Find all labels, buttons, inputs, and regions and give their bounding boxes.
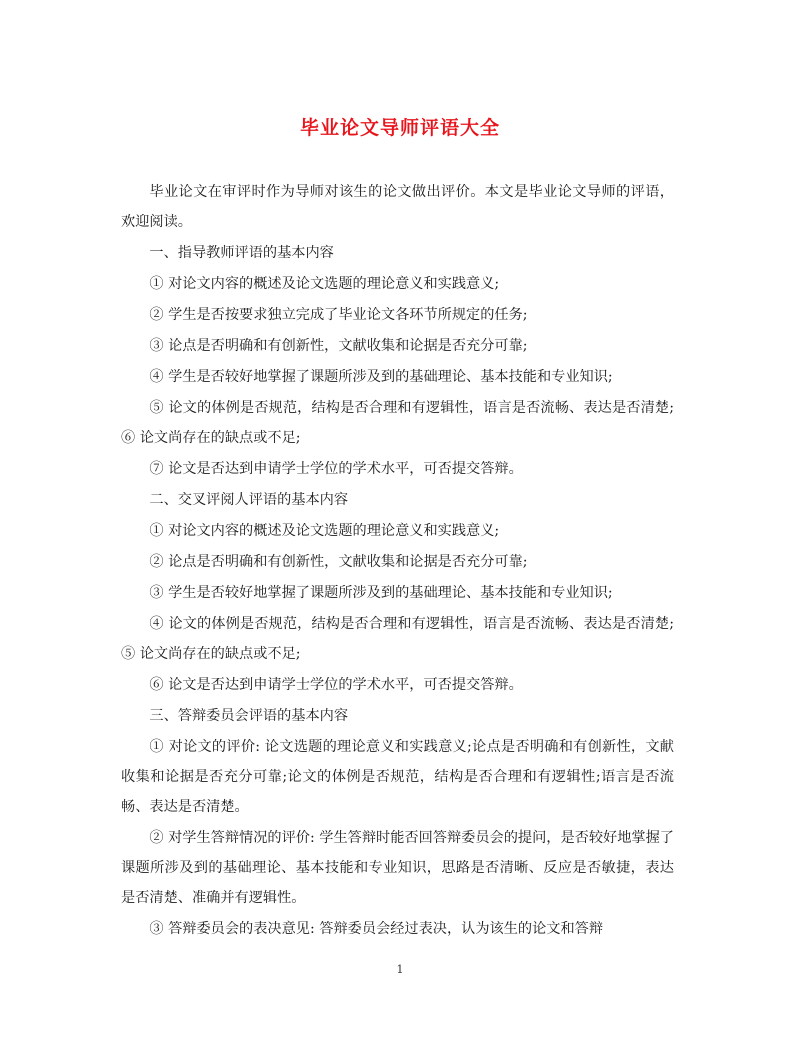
document-title: 毕业论文导师评语大全 bbox=[299, 117, 500, 139]
list-item: ① 对论文内容的概述及论文选题的理论意义和实践意义; bbox=[149, 276, 500, 292]
list-item: ② 论点是否明确和有创新性，文献收集和论据是否充分可靠; bbox=[149, 554, 528, 570]
section-heading-reviewer: 二、交叉评阅人评语的基本内容 bbox=[149, 492, 349, 508]
page-number: 1 bbox=[396, 963, 404, 976]
list-item: ② 学生是否按要求独立完成了毕业论文各环节所规定的任务; bbox=[149, 307, 528, 323]
section-heading-advisor: 一、指导教师评语的基本内容 bbox=[149, 245, 334, 261]
list-item: ④ 论文的体例是否规范，结构是否合理和有逻辑性，语言是否流畅、表达是否清楚; ⑤ 论文尚存在的缺点或不足; bbox=[121, 616, 674, 662]
list-item: ④ 学生是否较好地掌握了课题所涉及到的基础理论、基本技能和专业知识; bbox=[149, 369, 613, 385]
list-item: ③ 答辩委员会的表决意见: 答辩委员会经过表决，认为该生的论文和答辩 bbox=[149, 921, 604, 937]
list-item: ⑥ 论文是否达到申请学士学位的学术水平，可否提交答辩。 bbox=[149, 677, 523, 693]
list-item: ⑦ 论文是否达到申请学士学位的学术水平，可否提交答辩。 bbox=[149, 461, 523, 477]
list-item: ② 对学生答辩情况的评价: 学生答辩时能否回答辩委员会的提问，是否较好地掌握了课题所涉及到的基础理论、基本技能和专业知识，思路是否清晰、反应是否敏捷，表达是否清楚、准确并有逻辑性。 bbox=[121, 830, 674, 906]
list-item: ① 对论文的评价: 论文选题的理论意义和实践意义;论点是否明确和有创新性，文献收集和论据是否充分可靠;论文的体例是否规范，结构是否合理和有逻辑性;语言是否流畅、表达是否清楚。 bbox=[121, 739, 674, 815]
list-item: ⑤ 论文的体例是否规范，结构是否合理和有逻辑性，语言是否流畅、表达是否清楚; ⑥ 论文尚存在的缺点或不足; bbox=[121, 400, 674, 446]
list-item: ③ 学生是否较好地掌握了课题所涉及到的基础理论、基本技能和专业知识; bbox=[149, 585, 613, 601]
intro-paragraph: 毕业论文在审评时作为导师对该生的论文做出评价。本文是毕业论文导师的评语，欢迎阅读。 bbox=[121, 184, 674, 230]
list-item: ③ 论点是否明确和有创新性，文献收集和论据是否充分可靠; bbox=[149, 338, 528, 354]
document-body bbox=[121, 177, 674, 944]
list-item: ① 对论文内容的概述及论文选题的理论意义和实践意义; bbox=[149, 523, 500, 539]
section-heading-committee: 三、答辩委员会评语的基本内容 bbox=[149, 708, 349, 724]
